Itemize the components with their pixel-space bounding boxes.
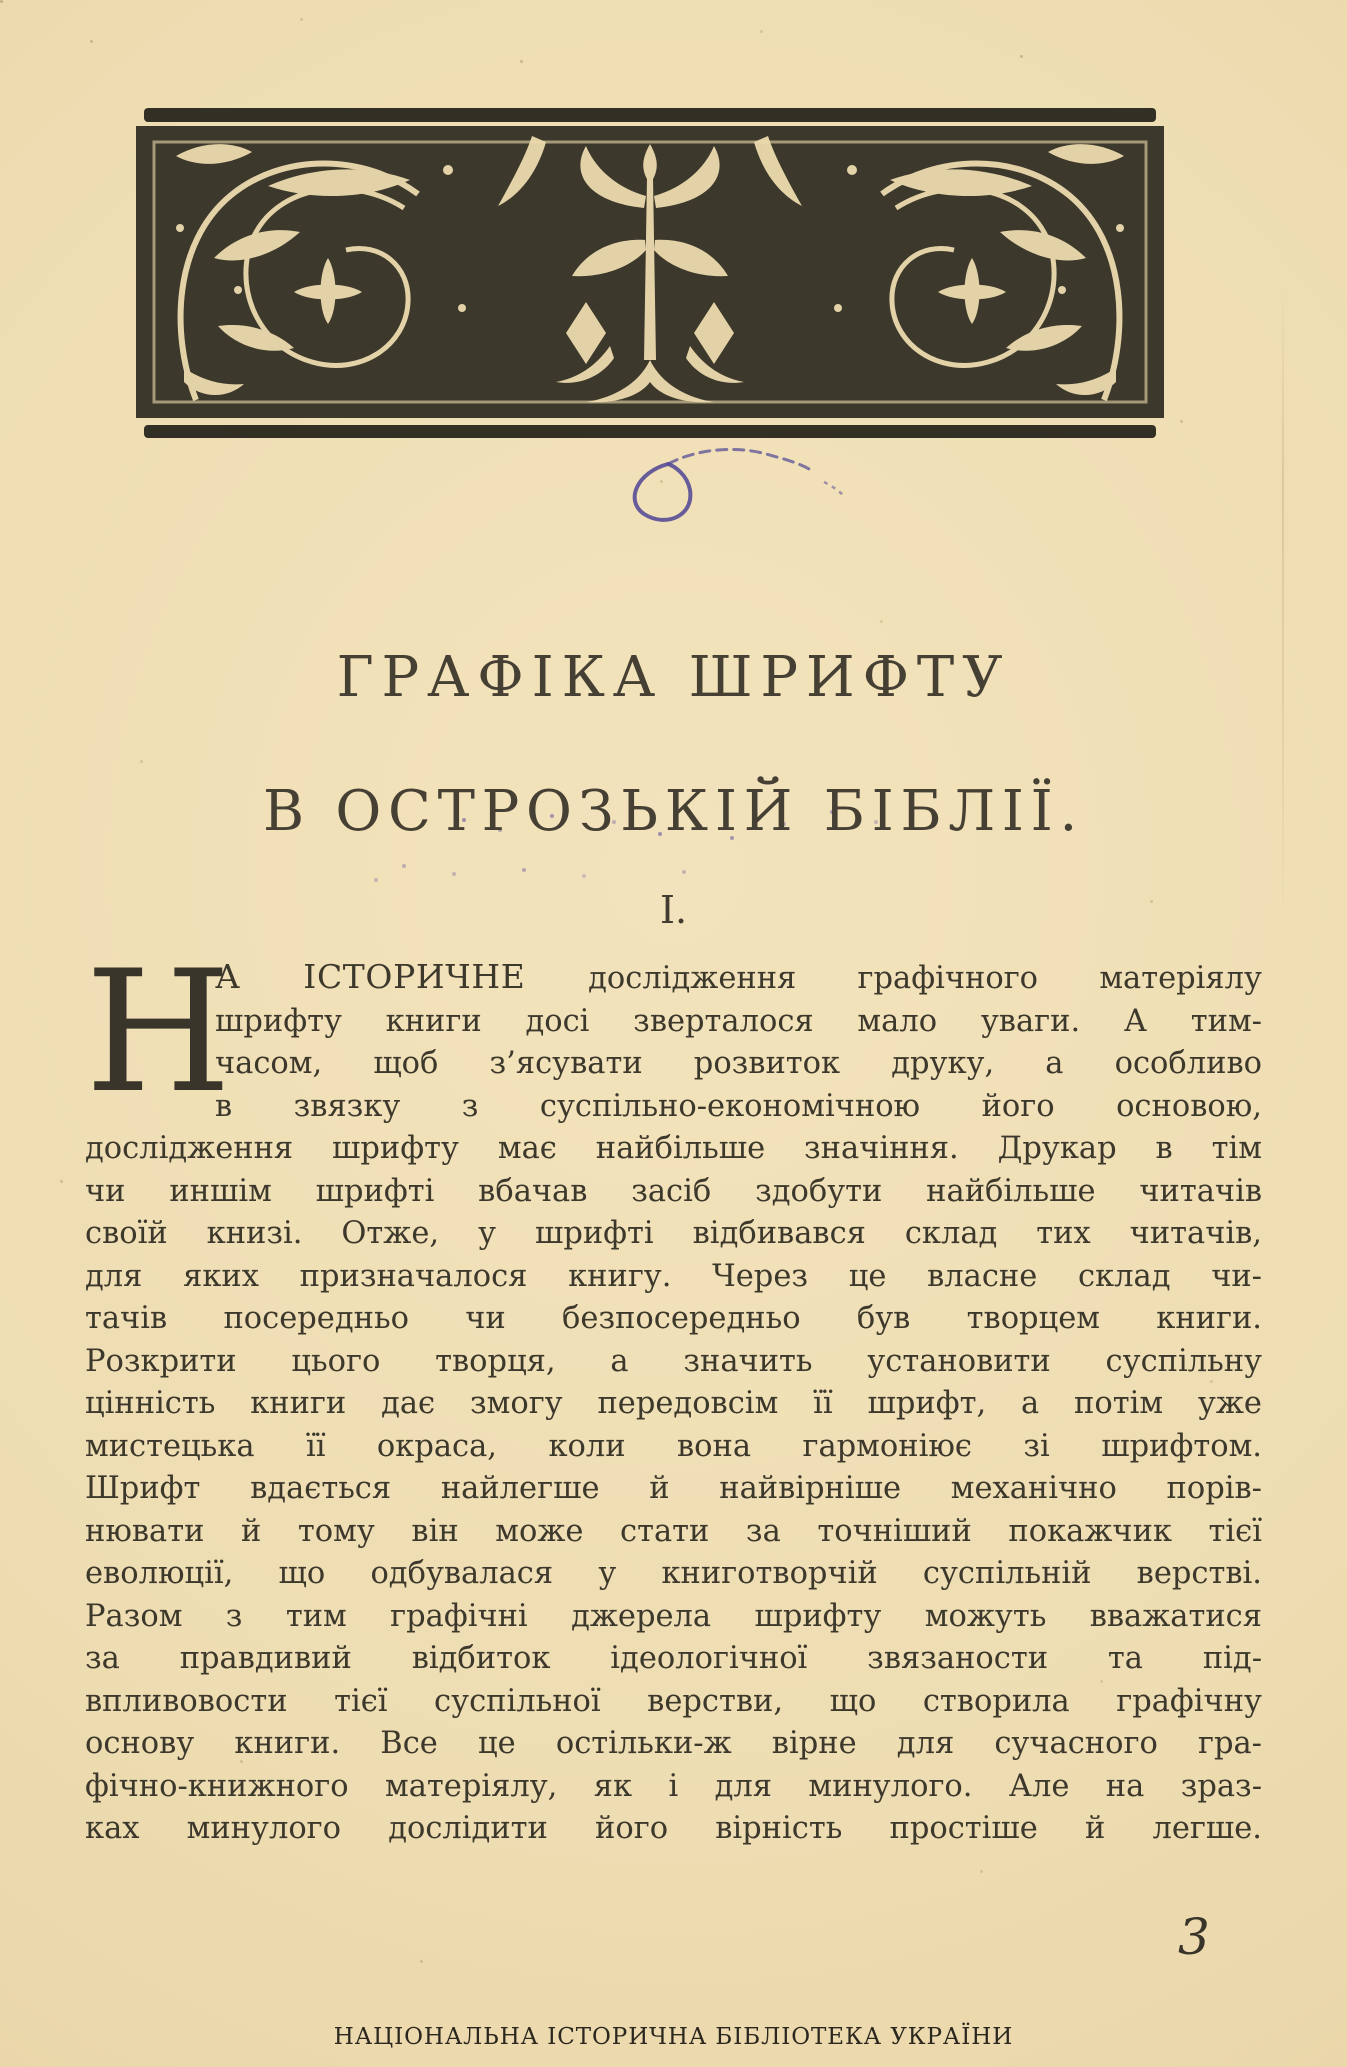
section-numeral: I. (659, 888, 688, 932)
floral-headpiece-ornament (115, 108, 1185, 440)
page-title-line2: В ОСТРОЗЬКІЙ БІБЛІЇ. (263, 779, 1084, 844)
page-number: 3 (1178, 1908, 1210, 1966)
text-line: дослідження шрифту має найбільше значіння. Друкар в тім (85, 1131, 1262, 1166)
paper-specks (0, 0, 3, 3)
text-line: за правдивий відбиток ідеологічної звязаности та під- (85, 1641, 1262, 1676)
text-line: чи иншім шрифті вбачав засіб здобути найбільше читачів (85, 1173, 1262, 1209)
text-line: Разом з тим графічні джерела шрифту можуть вважатися (85, 1598, 1262, 1634)
text-line: цінність книги дає змогу передовсім її шрифт, а потім уже (85, 1386, 1262, 1421)
text-line: для яких призначалося книгу. Через це власне склад чи- (85, 1258, 1262, 1294)
lead-caps-text: А ІСТОРИЧНЕ (215, 957, 589, 996)
text-line: фічно-книжного матеріялу, як і для минулого. Але на зраз- (85, 1768, 1262, 1804)
text-line: основу книги. Все це остільки-ж вірне для сучасного гра- (85, 1726, 1262, 1761)
page-title-line1: ГРАФІКА ШРИФТУ (336, 645, 1011, 710)
text-line: ках минулого дослідити його вірність простіше й легше. (85, 1811, 1262, 1846)
library-stamp-text: НАЦІОНАЛЬНА ІСТОРИЧНА БІБЛІОТЕКА УКРАЇНИ (333, 2024, 1014, 2050)
text-line: еволюції, що одбувалася у книготворчій суспільній верстві. (85, 1556, 1262, 1591)
text-line: Розкрити цього творця, а значить установити суспільну (85, 1343, 1262, 1379)
pen-scribble-mark (598, 438, 868, 533)
paragraph-full-lines (85, 1128, 1262, 1851)
paragraph-indented-lines (215, 956, 1262, 1128)
text-line: А ІСТОРИЧНЕ дослідження графічного матеріялу (215, 957, 1262, 996)
drop-cap: Н (85, 934, 232, 1130)
page-title (0, 642, 1347, 848)
text-line: Шрифт вдається найлегше й найвірніше механічно порів- (85, 1471, 1262, 1506)
text-line: тачів посередньо чи безпосередньо був творцем книги. (85, 1301, 1262, 1336)
paragraph-head (85, 934, 1262, 1130)
text-line: в звязку з суспільно-економічною його основою, (215, 1088, 1262, 1124)
text-line: впливовости тієї суспільної верстви, що створила графічну (85, 1683, 1262, 1719)
text-line: шрифту книги досі зверталося мало уваги. А тим- (215, 1003, 1262, 1039)
text-line: часом, щоб з’ясувати розвиток друку, а особливо (215, 1046, 1262, 1081)
text-line: мистецька її окраса, коли вона гармоніює зі шрифтом. (85, 1428, 1262, 1464)
text-line: своїй книзі. Отже, у шрифті відбивався склад тих читачів, (85, 1216, 1262, 1251)
body-paragraph (85, 934, 1262, 1851)
text-line: нювати й тому він може стати за точніший покажчик тієї (85, 1513, 1262, 1549)
